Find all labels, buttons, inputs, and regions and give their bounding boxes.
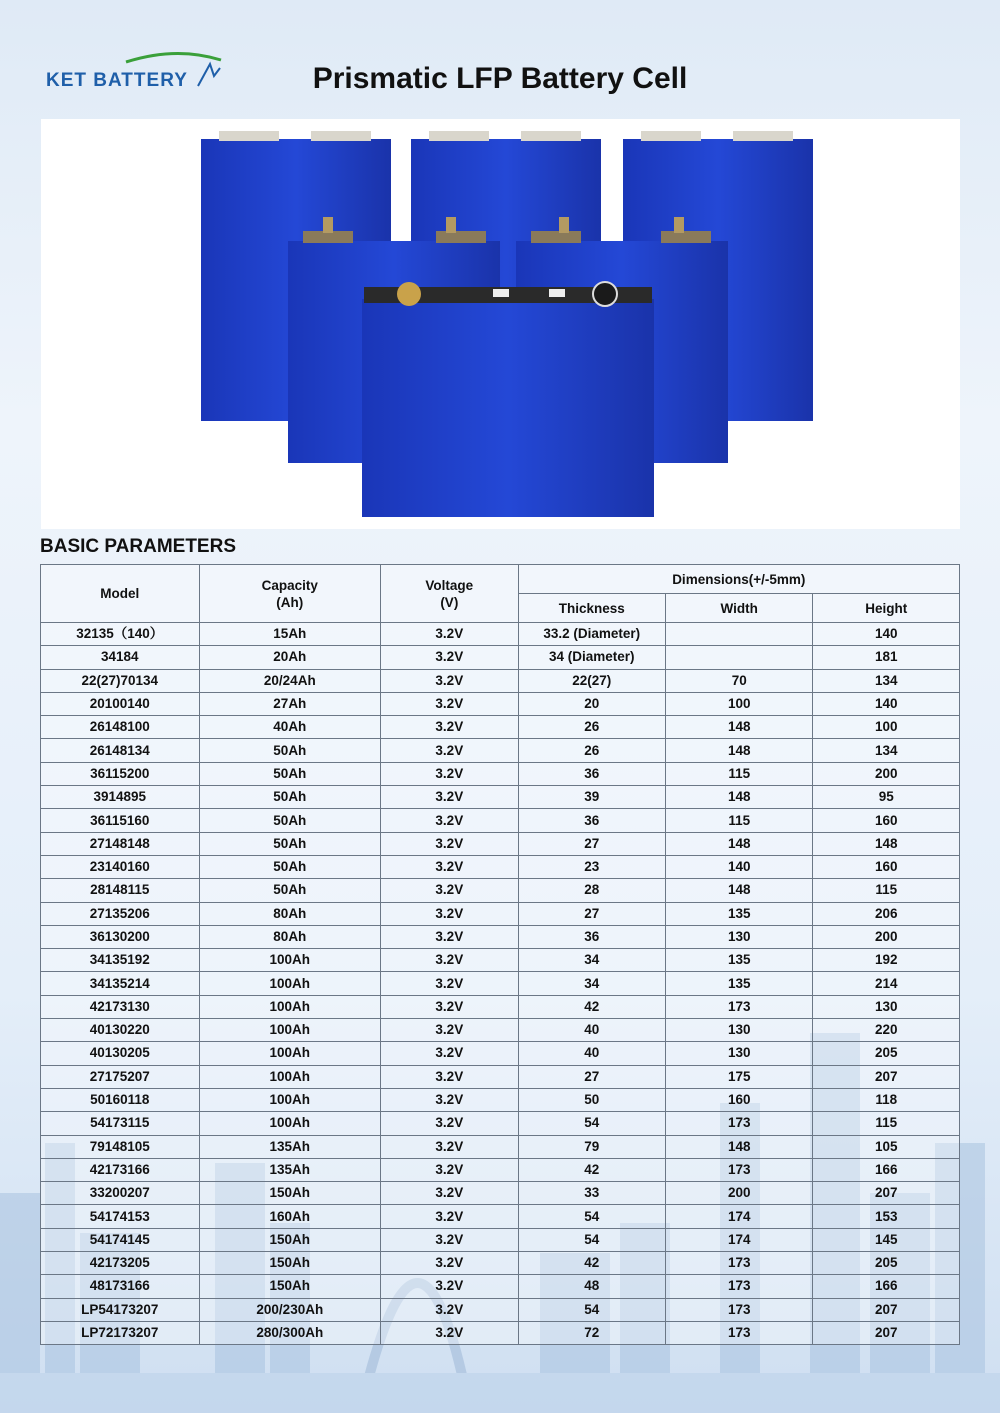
width-cell: 148 [666, 1135, 813, 1158]
capacity-cell: 15Ah [199, 623, 381, 646]
table-row [41, 1321, 960, 1344]
thickness-cell: 40 [518, 1019, 665, 1042]
table-row [41, 692, 960, 715]
width-cell: 148 [666, 716, 813, 739]
voltage-cell: 3.2V [381, 669, 518, 692]
thickness-cell: 22(27) [518, 669, 665, 692]
table-row [41, 995, 960, 1018]
capacity-cell: 50Ah [199, 739, 381, 762]
height-cell: 118 [813, 1088, 960, 1111]
parameters-table [40, 564, 960, 1345]
model-cell: 28148115 [41, 879, 200, 902]
voltage-cell: 3.2V [381, 1228, 518, 1251]
voltage-cell: 3.2V [381, 1088, 518, 1111]
capacity-cell: 50Ah [199, 786, 381, 809]
header-capacity-label: Capacity [261, 577, 318, 593]
header-voltage-label: Voltage [425, 577, 474, 593]
capacity-cell: 20/24Ah [199, 669, 381, 692]
model-cell: LP72173207 [41, 1321, 200, 1344]
width-cell: 173 [666, 995, 813, 1018]
height-cell: 100 [813, 716, 960, 739]
width-cell: 70 [666, 669, 813, 692]
model-cell: 42173166 [41, 1158, 200, 1181]
voltage-cell: 3.2V [381, 1112, 518, 1135]
thickness-cell: 27 [518, 902, 665, 925]
capacity-cell: 27Ah [199, 692, 381, 715]
width-cell: 200 [666, 1182, 813, 1205]
model-cell: 33200207 [41, 1182, 200, 1205]
model-cell: 26148134 [41, 739, 200, 762]
width-cell: 173 [666, 1298, 813, 1321]
width-cell: 173 [666, 1252, 813, 1275]
width-cell: 148 [666, 879, 813, 902]
model-cell: 36115200 [41, 762, 200, 785]
thickness-cell: 27 [518, 832, 665, 855]
height-cell: 95 [813, 786, 960, 809]
thickness-cell: 54 [518, 1205, 665, 1228]
voltage-cell: 3.2V [381, 879, 518, 902]
height-cell: 166 [813, 1275, 960, 1298]
capacity-cell: 50Ah [199, 762, 381, 785]
height-cell: 160 [813, 809, 960, 832]
capacity-cell: 100Ah [199, 995, 381, 1018]
width-cell: 173 [666, 1112, 813, 1135]
height-cell: 206 [813, 902, 960, 925]
height-cell: 207 [813, 1182, 960, 1205]
model-cell: 42173130 [41, 995, 200, 1018]
model-cell: 23140160 [41, 855, 200, 878]
capacity-cell: 150Ah [199, 1228, 381, 1251]
header-width: Width [666, 594, 813, 623]
thickness-cell: 54 [518, 1228, 665, 1251]
width-cell: 148 [666, 786, 813, 809]
thickness-cell: 42 [518, 1252, 665, 1275]
table-row [41, 646, 960, 669]
voltage-cell: 3.2V [381, 1042, 518, 1065]
height-cell: 130 [813, 995, 960, 1018]
model-cell: LP54173207 [41, 1298, 200, 1321]
thickness-cell: 34 (Diameter) [518, 646, 665, 669]
table-row [41, 1182, 960, 1205]
thickness-cell: 36 [518, 809, 665, 832]
width-cell: 130 [666, 1042, 813, 1065]
header-capacity-unit: (Ah) [276, 594, 304, 610]
model-cell: 34184 [41, 646, 200, 669]
height-cell: 140 [813, 692, 960, 715]
thickness-cell: 54 [518, 1112, 665, 1135]
table-row [41, 1065, 960, 1088]
product-photo [41, 119, 960, 529]
height-cell: 166 [813, 1158, 960, 1181]
capacity-cell: 100Ah [199, 1019, 381, 1042]
voltage-cell: 3.2V [381, 855, 518, 878]
width-cell: 115 [666, 809, 813, 832]
height-cell: 160 [813, 855, 960, 878]
model-cell: 27135206 [41, 902, 200, 925]
width-cell: 174 [666, 1205, 813, 1228]
voltage-cell: 3.2V [381, 972, 518, 995]
logo-text: KET BATTERY [46, 70, 188, 91]
voltage-cell: 3.2V [381, 739, 518, 762]
table-row [41, 786, 960, 809]
header-height: Height [813, 594, 960, 623]
thickness-cell: 20 [518, 692, 665, 715]
capacity-cell: 100Ah [199, 972, 381, 995]
header-voltage [381, 565, 518, 623]
capacity-cell: 135Ah [199, 1135, 381, 1158]
model-cell: 34135214 [41, 972, 200, 995]
table-row [41, 1158, 960, 1181]
table-row [41, 972, 960, 995]
capacity-cell: 40Ah [199, 716, 381, 739]
thickness-cell: 26 [518, 716, 665, 739]
height-cell: 105 [813, 1135, 960, 1158]
table-row [41, 832, 960, 855]
width-cell: 173 [666, 1321, 813, 1344]
width-cell: 135 [666, 949, 813, 972]
table-row [41, 739, 960, 762]
section-title: BASIC PARAMETERS [40, 536, 236, 557]
capacity-cell: 50Ah [199, 809, 381, 832]
capacity-cell: 50Ah [199, 855, 381, 878]
voltage-cell: 3.2V [381, 1158, 518, 1181]
voltage-cell: 3.2V [381, 1321, 518, 1344]
table-row [41, 1088, 960, 1111]
width-cell [666, 623, 813, 646]
height-cell: 140 [813, 623, 960, 646]
table-row [41, 1298, 960, 1321]
height-cell: 200 [813, 762, 960, 785]
voltage-cell: 3.2V [381, 902, 518, 925]
table-row [41, 762, 960, 785]
table-row [41, 1042, 960, 1065]
thickness-cell: 48 [518, 1275, 665, 1298]
page-header [0, 0, 1000, 118]
voltage-cell: 3.2V [381, 1065, 518, 1088]
voltage-cell: 3.2V [381, 1275, 518, 1298]
thickness-cell: 40 [518, 1042, 665, 1065]
table-row [41, 623, 960, 646]
height-cell: 207 [813, 1065, 960, 1088]
width-cell: 148 [666, 739, 813, 762]
voltage-cell: 3.2V [381, 1298, 518, 1321]
capacity-cell: 150Ah [199, 1275, 381, 1298]
capacity-cell: 100Ah [199, 1088, 381, 1111]
table-row [41, 879, 960, 902]
thickness-cell: 28 [518, 879, 665, 902]
thickness-cell: 39 [518, 786, 665, 809]
width-cell: 173 [666, 1275, 813, 1298]
table-row [41, 1275, 960, 1298]
voltage-cell: 3.2V [381, 623, 518, 646]
width-cell: 148 [666, 832, 813, 855]
model-cell: 32135（140） [41, 623, 200, 646]
capacity-cell: 100Ah [199, 1112, 381, 1135]
battery-cells-illustration [41, 119, 960, 529]
model-cell: 3914895 [41, 786, 200, 809]
voltage-cell: 3.2V [381, 1205, 518, 1228]
voltage-cell: 3.2V [381, 809, 518, 832]
height-cell: 220 [813, 1019, 960, 1042]
voltage-cell: 3.2V [381, 925, 518, 948]
voltage-cell: 3.2V [381, 1019, 518, 1042]
thickness-cell: 79 [518, 1135, 665, 1158]
model-cell: 27175207 [41, 1065, 200, 1088]
model-cell: 54173115 [41, 1112, 200, 1135]
capacity-cell: 100Ah [199, 1065, 381, 1088]
model-cell: 50160118 [41, 1088, 200, 1111]
voltage-cell: 3.2V [381, 716, 518, 739]
model-cell: 26148100 [41, 716, 200, 739]
model-cell: 27148148 [41, 832, 200, 855]
voltage-cell: 3.2V [381, 786, 518, 809]
header-capacity [199, 565, 381, 623]
voltage-cell: 3.2V [381, 995, 518, 1018]
thickness-cell: 42 [518, 995, 665, 1018]
voltage-cell: 3.2V [381, 762, 518, 785]
table-row [41, 902, 960, 925]
capacity-cell: 100Ah [199, 1042, 381, 1065]
thickness-cell: 23 [518, 855, 665, 878]
thickness-cell: 34 [518, 972, 665, 995]
height-cell: 145 [813, 1228, 960, 1251]
table-row [41, 1228, 960, 1251]
width-cell: 115 [666, 762, 813, 785]
model-cell: 20100140 [41, 692, 200, 715]
battery-cell-front [362, 282, 654, 517]
thickness-cell: 33.2 (Diameter) [518, 623, 665, 646]
width-cell [666, 646, 813, 669]
table-row [41, 925, 960, 948]
table-row [41, 949, 960, 972]
height-cell: 153 [813, 1205, 960, 1228]
width-cell: 173 [666, 1158, 813, 1181]
height-cell: 148 [813, 832, 960, 855]
model-cell: 48173166 [41, 1275, 200, 1298]
width-cell: 175 [666, 1065, 813, 1088]
table-row [41, 669, 960, 692]
model-cell: 34135192 [41, 949, 200, 972]
width-cell: 130 [666, 1019, 813, 1042]
height-cell: 134 [813, 669, 960, 692]
model-cell: 36115160 [41, 809, 200, 832]
height-cell: 200 [813, 925, 960, 948]
thickness-cell: 42 [518, 1158, 665, 1181]
header-model: Model [41, 565, 200, 623]
width-cell: 140 [666, 855, 813, 878]
capacity-cell: 80Ah [199, 925, 381, 948]
table-row [41, 809, 960, 832]
height-cell: 205 [813, 1252, 960, 1275]
capacity-cell: 150Ah [199, 1252, 381, 1275]
capacity-cell: 150Ah [199, 1182, 381, 1205]
voltage-cell: 3.2V [381, 692, 518, 715]
voltage-cell: 3.2V [381, 949, 518, 972]
model-cell: 54174153 [41, 1205, 200, 1228]
thickness-cell: 33 [518, 1182, 665, 1205]
thickness-cell: 36 [518, 762, 665, 785]
voltage-cell: 3.2V [381, 1135, 518, 1158]
page-title: Prismatic LFP Battery Cell [312, 62, 688, 95]
thickness-cell: 50 [518, 1088, 665, 1111]
height-cell: 205 [813, 1042, 960, 1065]
table-row [41, 855, 960, 878]
capacity-cell: 200/230Ah [199, 1298, 381, 1321]
model-cell: 40130220 [41, 1019, 200, 1042]
table-row [41, 716, 960, 739]
height-cell: 115 [813, 879, 960, 902]
capacity-cell: 100Ah [199, 949, 381, 972]
height-cell: 115 [813, 1112, 960, 1135]
width-cell: 130 [666, 925, 813, 948]
table-row [41, 1135, 960, 1158]
thickness-cell: 36 [518, 925, 665, 948]
capacity-cell: 280/300Ah [199, 1321, 381, 1344]
model-cell: 79148105 [41, 1135, 200, 1158]
voltage-cell: 3.2V [381, 646, 518, 669]
capacity-cell: 160Ah [199, 1205, 381, 1228]
thickness-cell: 34 [518, 949, 665, 972]
table-row [41, 1205, 960, 1228]
header-voltage-unit: (V) [440, 594, 459, 610]
capacity-cell: 80Ah [199, 902, 381, 925]
table-row [41, 1252, 960, 1275]
table-row [41, 1019, 960, 1042]
capacity-cell: 135Ah [199, 1158, 381, 1181]
capacity-cell: 20Ah [199, 646, 381, 669]
thickness-cell: 26 [518, 739, 665, 762]
capacity-cell: 50Ah [199, 879, 381, 902]
voltage-cell: 3.2V [381, 1182, 518, 1205]
header-dimensions: Dimensions(+/-5mm) [518, 565, 959, 594]
height-cell: 192 [813, 949, 960, 972]
height-cell: 134 [813, 739, 960, 762]
width-cell: 174 [666, 1228, 813, 1251]
width-cell: 135 [666, 972, 813, 995]
model-cell: 36130200 [41, 925, 200, 948]
table-row [41, 1112, 960, 1135]
model-cell: 42173205 [41, 1252, 200, 1275]
voltage-cell: 3.2V [381, 832, 518, 855]
width-cell: 135 [666, 902, 813, 925]
width-cell: 100 [666, 692, 813, 715]
thickness-cell: 54 [518, 1298, 665, 1321]
model-cell: 40130205 [41, 1042, 200, 1065]
capacity-cell: 50Ah [199, 832, 381, 855]
height-cell: 207 [813, 1321, 960, 1344]
thickness-cell: 27 [518, 1065, 665, 1088]
model-cell: 54174145 [41, 1228, 200, 1251]
model-cell: 22(27)70134 [41, 669, 200, 692]
width-cell: 160 [666, 1088, 813, 1111]
height-cell: 207 [813, 1298, 960, 1321]
height-cell: 181 [813, 646, 960, 669]
table-body [41, 623, 960, 1345]
voltage-cell: 3.2V [381, 1252, 518, 1275]
header-thickness: Thickness [518, 594, 665, 623]
height-cell: 214 [813, 972, 960, 995]
thickness-cell: 72 [518, 1321, 665, 1344]
